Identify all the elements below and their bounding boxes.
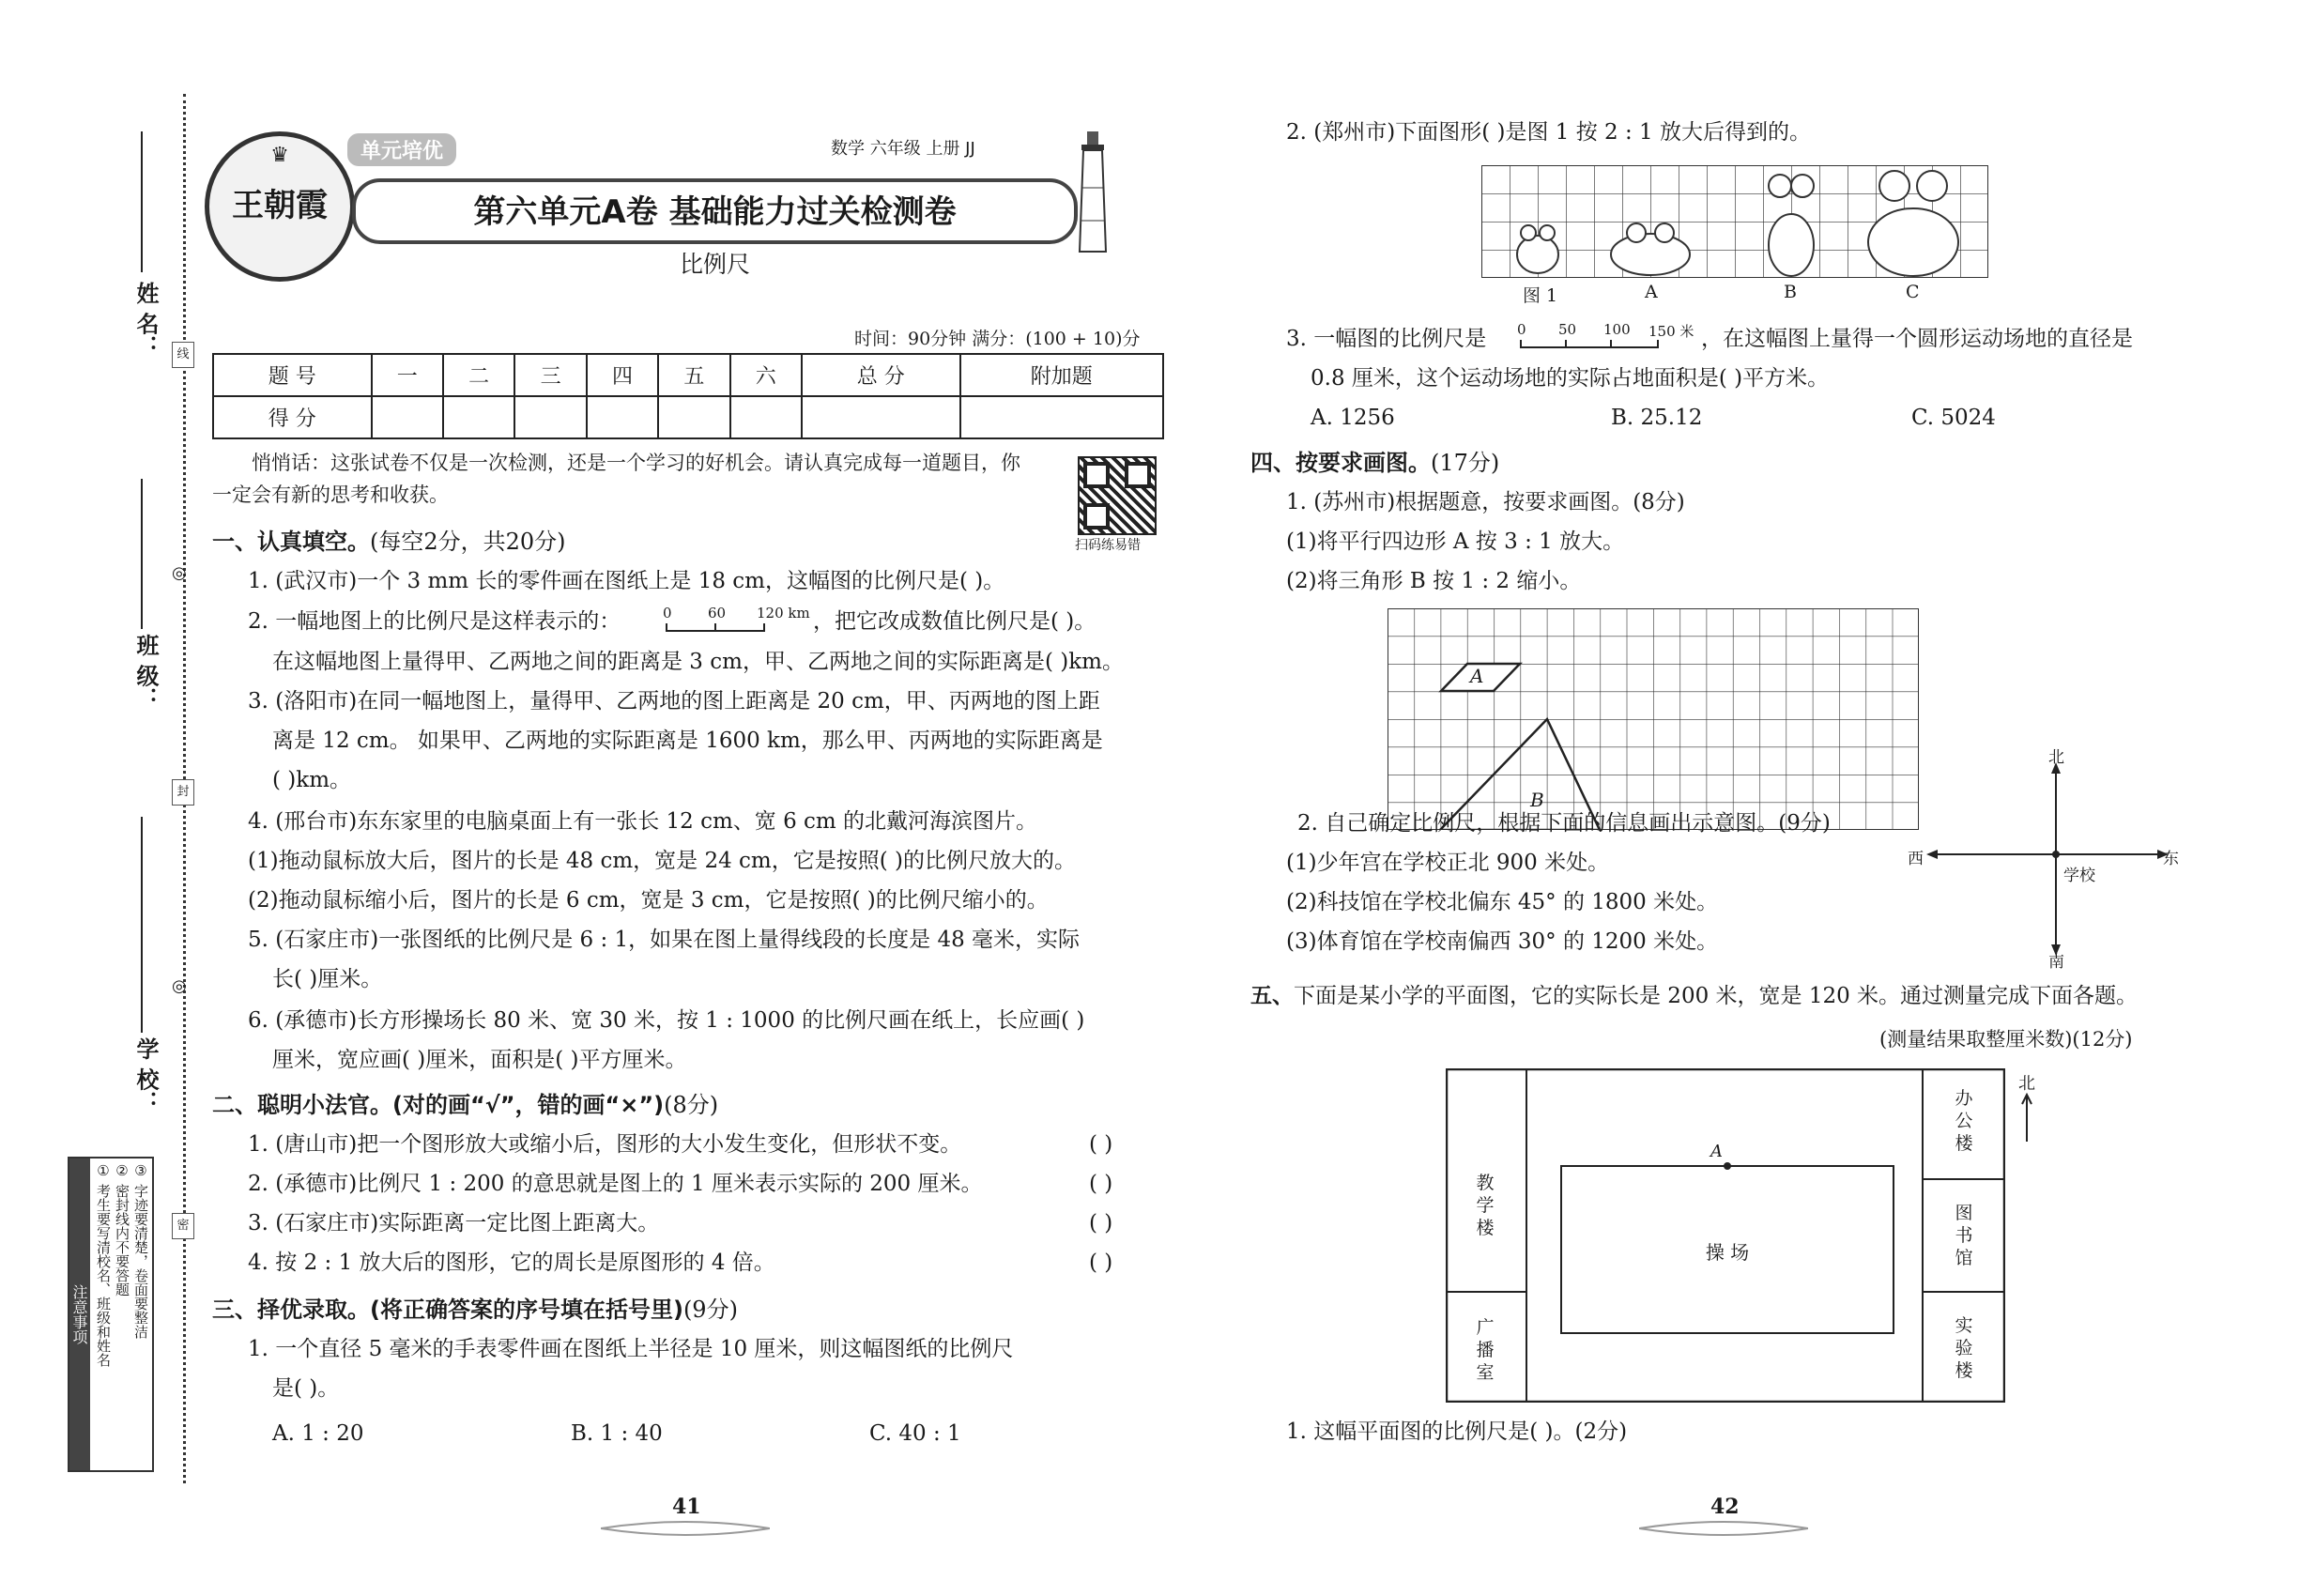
score-header-cell: 二 (443, 354, 514, 396)
time-info: 时间：90分钟 满分：(100 + 10)分 (854, 329, 1141, 349)
section2-score: (8分) (664, 1092, 719, 1118)
grid-svg (1481, 165, 1988, 278)
section3-title: 三、择优录取。 (212, 1297, 370, 1323)
score-value-row (213, 396, 1163, 438)
drawing-grid[interactable] (1388, 608, 1919, 830)
page-title: 第六单元A卷 基础能力过关检测卷 (473, 193, 957, 231)
score-header-cell: 三 (514, 354, 586, 396)
section1-title: 一、认真填空。 (212, 529, 370, 555)
question-text: (2)拖动鼠标缩小后，图片的长是 6 cm，宽是 3 cm，它是按照( )的比例尺缩小的。 (248, 888, 1049, 913)
scale-tick: 0 (663, 605, 672, 622)
question-text: (1)少年宫在学校正北 900 米处。 (1286, 851, 1610, 875)
compass-east: 东 (2163, 850, 2179, 868)
notice-item: ① 考生要写清校名、班级和姓名 (95, 1162, 112, 1367)
name-label: 姓 名： (132, 282, 159, 358)
question-text: 厘米，宽应画( )厘米，面积是( )平方厘米。 (272, 1048, 687, 1072)
scale-tick: 120 km (757, 605, 810, 622)
question-text: 5. (石家庄市)一张图纸的比例尺是 6 : 1，如果在图上量得线段的长度是 48 毫米，实际 (248, 928, 1081, 952)
scale-tick: 0 (1517, 321, 1526, 338)
school-label: 学 校： (132, 1037, 159, 1113)
question-text: 在这幅地图上量得甲、乙两地之间的距离是 3 cm，甲、乙两地之间的实际距离是( )km。 (272, 650, 1124, 674)
section4-title: 四、按要求画图。 (1250, 450, 1431, 476)
notice-box (68, 1157, 154, 1472)
question-text: 2. 一幅地图上的比例尺是这样表示的： (248, 609, 621, 634)
score-row-label: 得 分 (213, 396, 372, 438)
judge-item: 4. 按 2 : 1 放大后的图形，它的周长是原图形的 4 倍。 (248, 1251, 775, 1275)
question-text: 2. 自己确定比例尺，根据下面的信息画出示意图。(9分) (1297, 811, 1831, 836)
figure-label: C (1906, 282, 1920, 302)
option-a[interactable]: A. 1 : 20 (272, 1421, 364, 1446)
compass-west: 西 (1908, 850, 1924, 868)
section5-note: (测量结果取整厘米数)(12分) (1879, 1028, 2133, 1051)
compass-north: 北 (2048, 748, 2064, 767)
score-header-row (213, 354, 1163, 396)
scale-tick: 60 (708, 605, 727, 622)
question-text: 3. 一幅图的比例尺是 (1286, 327, 1487, 351)
ring-icon: ◎ (172, 563, 187, 583)
score-cell[interactable] (730, 396, 802, 438)
question-text: ( )km。 (272, 768, 352, 792)
notice-title: 注意事项 (69, 1159, 90, 1470)
question-text: 2. (郑州市)下面图形( )是图 1 按 2 : 1 放大后得到的。 (1286, 120, 1811, 145)
score-cell[interactable] (443, 396, 514, 438)
school-field[interactable] (141, 817, 143, 1033)
page-ornament (1639, 1519, 1808, 1538)
figure-label: A (1645, 282, 1658, 302)
question-text: ，在这幅图上量得一个圆形运动场地的直径是 (1701, 327, 2133, 351)
frog-figure-b (1769, 175, 1814, 276)
page-ornament (601, 1519, 770, 1538)
score-header-cell: 六 (730, 354, 802, 396)
qr-caption: 扫码练易错 (1075, 538, 1141, 553)
judge-item: 3. (石家庄市)实际距离一定比图上距离大。 (248, 1211, 660, 1235)
compass-svg (1915, 751, 2178, 967)
scale-tick: 100 (1603, 321, 1631, 338)
score-header-cell: 题 号 (213, 354, 372, 396)
playground: 操 场 (1705, 1241, 1750, 1264)
crown-icon: ♛ (270, 144, 289, 167)
question-text: (3)体育馆在学校南偏西 30° 的 1200 米处。 (1286, 929, 1719, 954)
question-text: ，把它改成数值比例尺是( )。 (813, 609, 1096, 634)
score-cell[interactable] (658, 396, 729, 438)
scale-tick: 150 米 (1648, 323, 1694, 340)
name-field[interactable] (141, 131, 143, 272)
section3-heading (212, 1296, 738, 1324)
question-text: (1)拖动鼠标放大后，图片的长是 48 cm，宽是 24 cm，它是按照( )的比例尺放大的。 (248, 849, 1076, 873)
answer-bracket[interactable]: ( ) (1089, 1132, 1113, 1157)
section2-title: 二、聪明小法官。 (212, 1092, 392, 1118)
unit-badge: 单元培优 (347, 133, 456, 166)
shape-a-label: A (1470, 665, 1484, 687)
option-a[interactable]: A. 1256 (1311, 406, 1395, 430)
broadcast-room: 广播室 (1476, 1317, 1495, 1383)
drawing-grid-svg (1388, 608, 1919, 830)
question-text: 0.8 厘米，这个运动场地的实际占地面积是( )平方米。 (1311, 366, 1830, 391)
question-text: 4. (邢台市)东东家里的电脑桌面上有一张长 12 cm、宽 6 cm 的北戴河海滨图片。 (248, 809, 1038, 834)
brand-logo (205, 131, 355, 282)
section4-heading (1250, 449, 1499, 477)
score-cell[interactable] (514, 396, 586, 438)
judge-item: 1. (唐山市)把一个图形放大或缩小后，图形的大小发生变化，但形状不变。 (248, 1132, 962, 1157)
seal-mark-mi: 密 (172, 1213, 194, 1239)
office-building: 办公楼 (1955, 1088, 1973, 1154)
option-c[interactable]: C. 40 : 1 (869, 1421, 961, 1446)
frog-grid (1481, 165, 1988, 278)
seal-mark-feng: 封 (172, 779, 194, 806)
intro-line: 悄悄话：这张试卷不仅是一次检测，还是一个学习的好机会。请认真完成每一道题目，你 (252, 452, 1020, 474)
compass-school: 学校 (2063, 867, 2095, 885)
judge-item: 2. (承德市)比例尺 1 : 200 的意思就是图上的 1 厘米表示实际的 200 厘米。 (248, 1172, 983, 1196)
option-c[interactable]: C. 5024 (1911, 406, 1996, 430)
class-field[interactable] (141, 479, 143, 629)
score-cell[interactable] (372, 396, 443, 438)
answer-bracket[interactable]: ( ) (1089, 1251, 1113, 1275)
score-cell[interactable] (960, 396, 1163, 438)
qr-code[interactable] (1078, 456, 1157, 535)
point-a (1724, 1162, 1731, 1170)
question-text: 是( )。 (272, 1376, 340, 1401)
school-plan-svg (1446, 1068, 2005, 1403)
ring-icon: ◎ (172, 976, 187, 996)
question-text: 1. (武汉市)一个 3 mm 长的零件画在图纸上是 18 cm，这幅图的比例尺是( )。 (248, 569, 1005, 593)
question-text: 1. 一个直径 5 毫米的手表零件画在图纸上半径是 10 厘米，则这幅图纸的比例尺 (248, 1337, 1014, 1361)
line-scale-m (1517, 321, 1705, 353)
score-cell[interactable] (802, 396, 960, 438)
figure-label: 图 1 (1523, 285, 1558, 306)
figure-label: B (1784, 282, 1797, 302)
section2-heading (212, 1091, 718, 1119)
score-header-cell: 四 (587, 354, 658, 396)
page-subtitle: 比例尺 (679, 251, 750, 278)
lab-building: 实验楼 (1955, 1315, 1973, 1381)
section1-score: (每空2分，共20分) (370, 529, 566, 555)
plan-north-label: 北 (2018, 1074, 2035, 1094)
question-text: 1. 这幅平面图的比例尺是( )。(2分) (1286, 1420, 1628, 1444)
score-table (212, 353, 1164, 439)
score-header-cell: 五 (658, 354, 729, 396)
class-label: 班 级： (132, 634, 159, 710)
question-text: (2)科技馆在学校北偏东 45° 的 1800 米处。 (1286, 890, 1719, 914)
question-text: 长( )厘米。 (272, 967, 383, 991)
line-scale-km (663, 605, 813, 637)
subject-info: 数学 六年级 上册 JJ (831, 139, 975, 159)
answer-bracket[interactable]: ( ) (1089, 1211, 1113, 1235)
question-text: (2)将三角形 B 按 1 : 2 缩小。 (1286, 569, 1582, 593)
score-cell[interactable] (587, 396, 658, 438)
answer-bracket[interactable]: ( ) (1089, 1172, 1113, 1196)
score-header-cell: 附加题 (960, 354, 1163, 396)
school-plan (1446, 1068, 2005, 1403)
score-header-cell: 总 分 (802, 354, 960, 396)
intro-line: 一定会有新的思考和收获。 (212, 483, 449, 506)
question-text: 离是 12 cm。 如果甲、乙两地的实际距离是 1600 km，那么甲、丙两地的实际距离是 (272, 729, 1103, 753)
notice-item: ② 密封线内不要答题 (114, 1162, 130, 1297)
page-number-left: 41 (672, 1495, 701, 1519)
option-b[interactable]: B. 1 : 40 (571, 1421, 663, 1446)
section5-title: 五、 (1250, 984, 1294, 1008)
question-text: (1)将平行四边形 A 按 3 : 1 放大。 (1286, 529, 1625, 554)
section3-score: (9分) (682, 1297, 738, 1323)
page-number-right: 42 (1710, 1495, 1740, 1519)
brand-name: 王朝霞 (232, 187, 328, 224)
north-arrow-icon (2020, 1093, 2033, 1142)
library: 图书馆 (1955, 1203, 1973, 1268)
section2-rule: (对的画“√”，错的画“×”) (392, 1092, 665, 1118)
option-b[interactable]: B. 25.12 (1611, 406, 1703, 430)
point-a-label: A (1710, 1142, 1723, 1161)
question-text: 6. (承德市)长方形操场长 80 米、宽 30 米，按 1 : 1000 的比例尺画在纸上，长应画( ) (248, 1008, 1085, 1033)
scale-tick: 50 (1558, 321, 1577, 338)
seal-mark-xian: 线 (172, 342, 194, 368)
section5-heading (1250, 982, 2138, 1010)
score-header-cell: 一 (372, 354, 443, 396)
question-text: 3. (洛阳市)在同一幅地图上，量得甲、乙两地的图上距离是 20 cm，甲、丙两地的图上距 (248, 689, 1100, 714)
section1-heading (212, 528, 566, 556)
compass-south: 南 (2048, 953, 2064, 972)
compass-diagram (1908, 748, 2179, 972)
notice-item: ③ 字迹要清楚，卷面要整洁 (132, 1162, 149, 1339)
section4-score: (17分) (1431, 450, 1500, 476)
section3-rule: (将正确答案的序号填在括号里) (370, 1297, 683, 1323)
lighthouse-icon (1078, 131, 1108, 253)
question-text: 1. (苏州市)根据题意，按要求画图。(8分) (1286, 490, 1685, 514)
teaching-building: 教学楼 (1476, 1173, 1495, 1238)
shape-b-label: B (1530, 789, 1544, 811)
section5-text: 下面是某小学的平面图，它的实际长是 200 米，宽是 120 米。通过测量完成下面各题。 (1294, 984, 2139, 1008)
